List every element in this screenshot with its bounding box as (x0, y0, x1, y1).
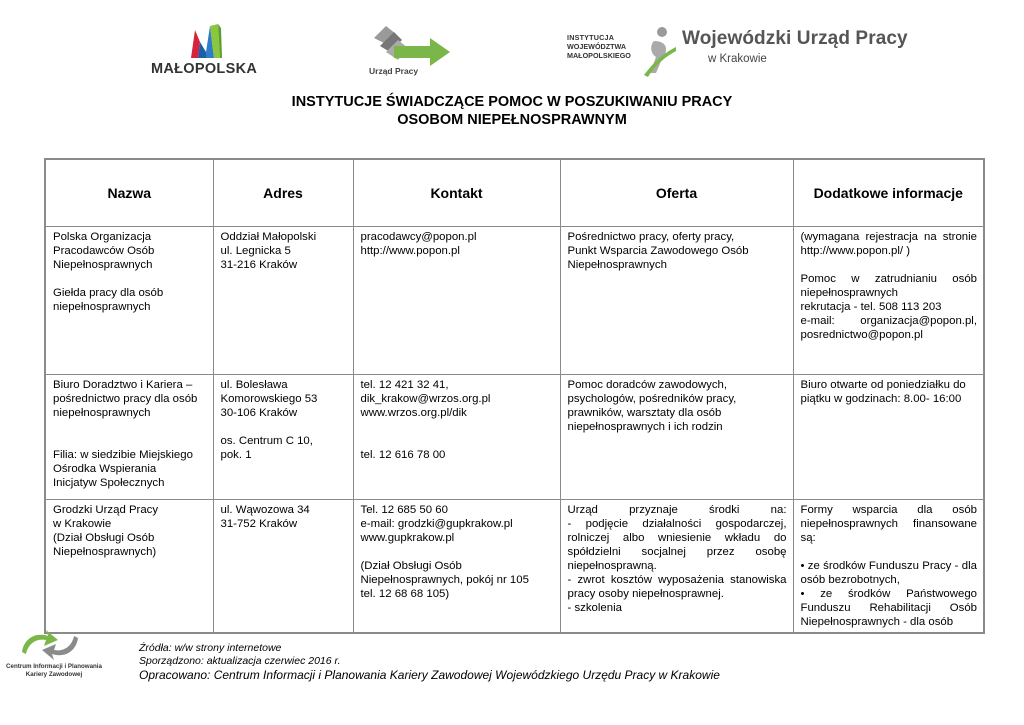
institution-line-3: MAŁOPOLSKIEGO (567, 51, 631, 60)
malopolska-m-icon (150, 20, 262, 60)
urzad-pracy-arrow-icon (368, 24, 458, 66)
urzad-pracy-logo-text: Urząd Pracy (369, 66, 419, 76)
cip-logo-text (6, 663, 102, 679)
text-line: Pomoc w zatrudnianiu osób niepełnosprawnych (800, 273, 977, 299)
text-line: (wymagana rejestracja na stronie http://www.popon.pl/ ) (800, 231, 977, 257)
text-line: pok. 1 (220, 449, 252, 461)
text-line: rekrutacja - tel. 508 113 203 (800, 301, 942, 313)
text-line: niepełnosprawnych (53, 301, 151, 313)
phone-text: tel. 12 616 78 00 (360, 449, 446, 461)
text-line: 31-216 Kraków (220, 259, 298, 271)
table-row (45, 375, 984, 500)
institution-line-2: WOJEWÓDZTWA (567, 42, 627, 51)
text-line: Grodzki Urząd Pracy (53, 504, 159, 516)
text-line: (Dział Obsługi Osób (360, 560, 462, 572)
cell-offer (560, 500, 793, 634)
text-line: Niepełnosprawnych (567, 259, 667, 271)
text-line: niepełnosprawnych (53, 407, 151, 419)
text-line: os. Centrum C 10, (220, 435, 313, 447)
wup-figure-icon (640, 25, 680, 81)
text-line: Niepełnosprawnych) (53, 546, 157, 558)
text-line: niepełnosprawnych i ich rodzin (567, 421, 723, 433)
website-link[interactable]: www.wrzos.org.pl/dik (360, 407, 467, 419)
table-row (45, 227, 984, 375)
text-line: ul. Legnicka 5 (220, 245, 291, 257)
institution-line-1: INSTYTUCJA (567, 33, 615, 42)
text-line: Giełda pracy dla osób (53, 287, 164, 299)
website-link[interactable]: http://www.popon.pl (360, 245, 460, 257)
website-link[interactable]: www.gupkrakow.pl (360, 532, 455, 544)
malopolska-logo (150, 20, 262, 80)
footer-sources: Źródła: w/w strony internetowe (139, 642, 282, 654)
text-line: Polska Organizacja (53, 231, 152, 243)
cell-address (213, 227, 353, 375)
text-line: - szkolenia (567, 602, 622, 614)
text-line: ul. Wąwozowa 34 (220, 504, 310, 516)
header-address: Adres (213, 159, 353, 227)
cell-offer (560, 375, 793, 500)
text-line: Pomoc doradców zawodowych, (567, 379, 728, 391)
urzad-pracy-logo (368, 24, 458, 80)
text-line: Formy wsparcia dla osób niepełnosprawnych finansowane są: (800, 504, 977, 544)
cell-address (213, 500, 353, 634)
text-line: prawników, warsztaty dla osób (567, 407, 722, 419)
cell-additional-info (793, 375, 984, 500)
malopolska-logo-text: MAŁOPOLSKA (151, 61, 258, 77)
cip-logo-icon (18, 628, 82, 662)
phone-text: Tel. 12 685 50 60 (360, 504, 448, 516)
cell-name (45, 227, 213, 375)
text-line: - podjęcie działalności gospodarczej, rolniczej albo wniesienie wkładu do spółdzielni socjalnej przez osobę niepełnosprawną. (567, 518, 787, 572)
cell-additional-info (793, 500, 984, 634)
document-title (0, 93, 1024, 129)
document-title-line-2: OSOBOM NIEPEŁNOSPRAWNYM (397, 112, 627, 128)
header-additional-info: Dodatkowe informacje (793, 159, 984, 227)
text-line: Pośrednictwo pracy, oferty pracy, (567, 231, 735, 243)
text-line: e-mail: organizacja@popon.pl, posrednictwo@popon.pl (800, 315, 977, 341)
email-link[interactable]: e-mail: grodzki@gupkrakow.pl (360, 518, 513, 530)
text-line: Ośrodka Wspierania (53, 463, 157, 475)
text-line: Niepełnosprawnych, pokój nr 105 (360, 574, 529, 586)
cell-contact (353, 375, 560, 500)
email-link[interactable]: pracodawcy@popon.pl (360, 231, 477, 243)
cell-additional-info (793, 227, 984, 375)
cell-contact (353, 227, 560, 375)
text-line: Biuro Doradztwo i Kariera – (53, 379, 193, 391)
cell-address (213, 375, 353, 500)
text-line: psychologów, pośredników pracy, (567, 393, 737, 405)
text-line: Niepełnosprawnych (53, 259, 153, 271)
document-title-line-1: INSTYTUCJE ŚWIADCZĄCE POMOC W POSZUKIWANIU PRACY (291, 94, 733, 110)
text-line: Punkt Wsparcia Zawodowego Osób (567, 245, 749, 257)
text-line: - zwrot kosztów wyposażenia stanowiska pracy osoby niepełnosprawnej. (567, 574, 787, 600)
footer-prepared-by: Opracowano: Centrum Informacji i Planowania Kariery Zawodowej Wojewódzkiego Urzędu Pracy w Krakowie (139, 668, 720, 682)
text-line: Komorowskiego 53 (220, 393, 318, 405)
header-name: Nazwa (45, 159, 213, 227)
table-row (45, 500, 984, 634)
header-offer: Oferta (560, 159, 793, 227)
institutions-table (44, 158, 985, 634)
text-line: Oddział Małopolski (220, 231, 317, 243)
text-line: 31-752 Kraków (220, 518, 298, 530)
text-line: Inicjatyw Społecznych (53, 477, 165, 489)
text-line: (Dział Obsługi Osób (53, 532, 155, 544)
text-line: • ze środków Państwowego Funduszu Rehabilitacji Osób Niepełnosprawnych - dla osób (800, 588, 977, 628)
institution-logo (567, 33, 647, 63)
cell-contact (353, 500, 560, 634)
cell-name (45, 500, 213, 634)
text-line: Biuro otwarte od poniedziałku do piątku w godzinach: 8.00- 16:00 (800, 379, 966, 405)
footer-updated: Sporządzono: aktualizacja czerwiec 2016 r. (139, 655, 341, 667)
text-line: Urząd przyznaje środki na: (567, 504, 787, 516)
email-link[interactable]: dik_krakow@wrzos.org.pl (360, 393, 491, 405)
text-line: pośrednictwo pracy dla osób (53, 393, 198, 405)
header-contact: Kontakt (353, 159, 560, 227)
phone-text: tel. 12 68 68 105) (360, 588, 450, 600)
cip-logo-line-2: Kariery Zawodowej (25, 671, 83, 678)
wup-city: w Krakowie (708, 53, 767, 65)
cell-name (45, 375, 213, 500)
text-line: 30-106 Kraków (220, 407, 298, 419)
text-line: ul. Bolesława (220, 379, 288, 391)
text-line: Pracodawców Osób (53, 245, 155, 257)
cip-logo-line-1: Centrum Informacji i Planowania (6, 663, 102, 670)
text-line: • ze środków Funduszu Pracy - dla osób bezrobotnych, (800, 560, 977, 586)
phone-text: tel. 12 421 32 41, (360, 379, 449, 391)
wup-title: Wojewódzki Urząd Pracy (682, 28, 908, 49)
table-header-row (45, 159, 984, 227)
cell-offer (560, 227, 793, 375)
text-line: w Krakowie (53, 518, 112, 530)
text-line: Filia: w siedzibie Miejskiego (53, 449, 193, 461)
